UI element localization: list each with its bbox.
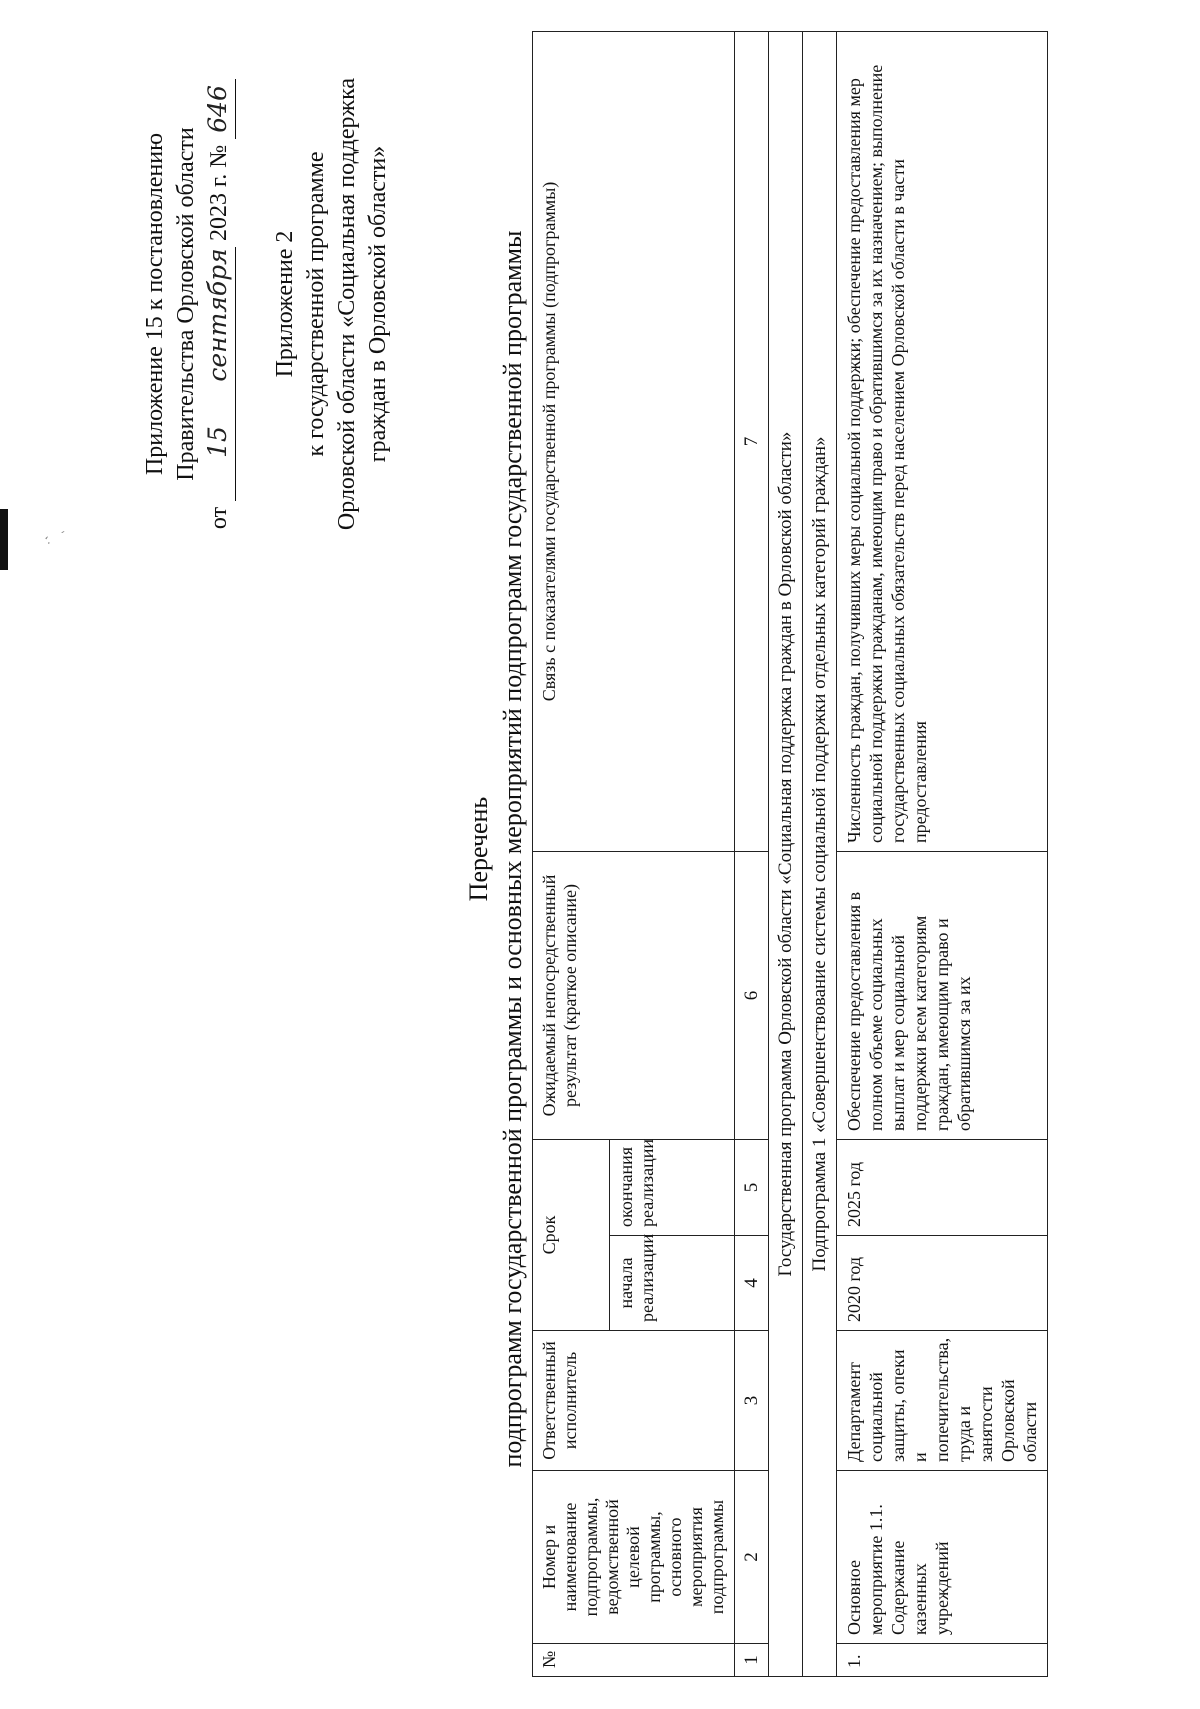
program-row bbox=[769, 31, 803, 1676]
row-start: 2020 год bbox=[837, 1236, 1048, 1331]
header-block bbox=[140, 34, 394, 574]
scan-artifact: ´ bbox=[59, 520, 71, 536]
column-number: 6 bbox=[735, 851, 769, 1139]
header-date-year: 2023 г. № bbox=[206, 144, 232, 241]
header-col-result: Ожидаемый непосредственный результат (краткое описание) bbox=[533, 851, 735, 1139]
handwritten-day-field bbox=[202, 383, 236, 501]
column-number: 3 bbox=[735, 1331, 769, 1471]
header-line-2: Правительства Орловской области bbox=[173, 127, 199, 481]
row-result: Обеспечение предоставления в полном объеме социальных выплат и мер социальной поддержки всем категориям граждан, имеющим право и обратившимся за их bbox=[837, 851, 1048, 1139]
header-col-number: № bbox=[533, 1644, 735, 1677]
header-line-1: Приложение 15 к постановлению bbox=[142, 132, 168, 476]
annex-title: Приложение 2 bbox=[272, 230, 298, 378]
table-row bbox=[837, 31, 1048, 1676]
header-col-end: окончания реализации bbox=[610, 1139, 735, 1235]
column-number: 1 bbox=[735, 1644, 769, 1677]
row-name: Основное мероприятие 1.1. Содержание казенных учреждений bbox=[837, 1471, 1048, 1644]
document-title bbox=[462, 69, 530, 1629]
column-number: 2 bbox=[735, 1471, 769, 1644]
column-number: 7 bbox=[735, 31, 769, 851]
row-indicators: Численность граждан, получивших меры социальной поддержки; обеспечение предоставления мер социальной поддержки гражданам, имеющим право и обратившимся за их назначением; выполнение государственных социальных обязательств перед населением Орловской области в части предоставления bbox=[837, 31, 1048, 851]
scan-artifact: ·, bbox=[41, 534, 53, 551]
handwritten-month: сентября bbox=[203, 248, 232, 382]
column-number: 5 bbox=[735, 1139, 769, 1235]
header-col-start: начала реализации bbox=[610, 1236, 735, 1331]
handwritten-day: 15 bbox=[203, 426, 232, 458]
column-number: 4 bbox=[735, 1236, 769, 1331]
annex-line-2: Орловской области «Социальная поддержка bbox=[334, 77, 360, 531]
program-title: Государственная программа Орловской области «Социальная поддержка граждан в Орловской области» bbox=[769, 31, 803, 1676]
annex-line-3: граждан в Орловской области» bbox=[365, 145, 391, 463]
row-executor: Департамент социальной защиты, опеки и попечительства, труда и занятости Орловской области bbox=[837, 1331, 1048, 1471]
table-header-row bbox=[533, 31, 610, 1676]
scan-corner-mark bbox=[0, 509, 8, 570]
row-end: 2025 год bbox=[837, 1139, 1048, 1235]
handwritten-month-field bbox=[202, 247, 236, 383]
subprograms-table bbox=[532, 31, 1048, 1677]
handwritten-number-field bbox=[202, 79, 236, 139]
subprogram-row bbox=[803, 31, 837, 1676]
header-col-name: Номер и наименование подпрограммы, ведомственной целевой программы, основного мероприятия подпрограммы bbox=[533, 1471, 735, 1644]
title-line-1: Перечень bbox=[464, 796, 493, 902]
header-col-indicators: Связь с показателями государственной программы (подпрограммы) bbox=[533, 31, 735, 851]
column-numbers-row bbox=[735, 31, 769, 1676]
header-date-prefix: от bbox=[206, 506, 232, 530]
title-line-2: подпрограмм государственной программы и основных мероприятий подпрограмм государственной программы bbox=[498, 230, 527, 1468]
handwritten-number: 646 bbox=[203, 85, 232, 133]
subprogram-title: Подпрограмма 1 «Совершенствование системы социальной поддержки отдельных категорий граждан» bbox=[803, 31, 837, 1676]
header-col-term: Срок bbox=[533, 1139, 610, 1330]
row-number: 1. bbox=[837, 1644, 1048, 1677]
header-col-executor: Ответственный исполнитель bbox=[533, 1331, 735, 1471]
annex-line-1: к государственной программе bbox=[303, 151, 329, 457]
header-line-3 bbox=[202, 34, 236, 574]
